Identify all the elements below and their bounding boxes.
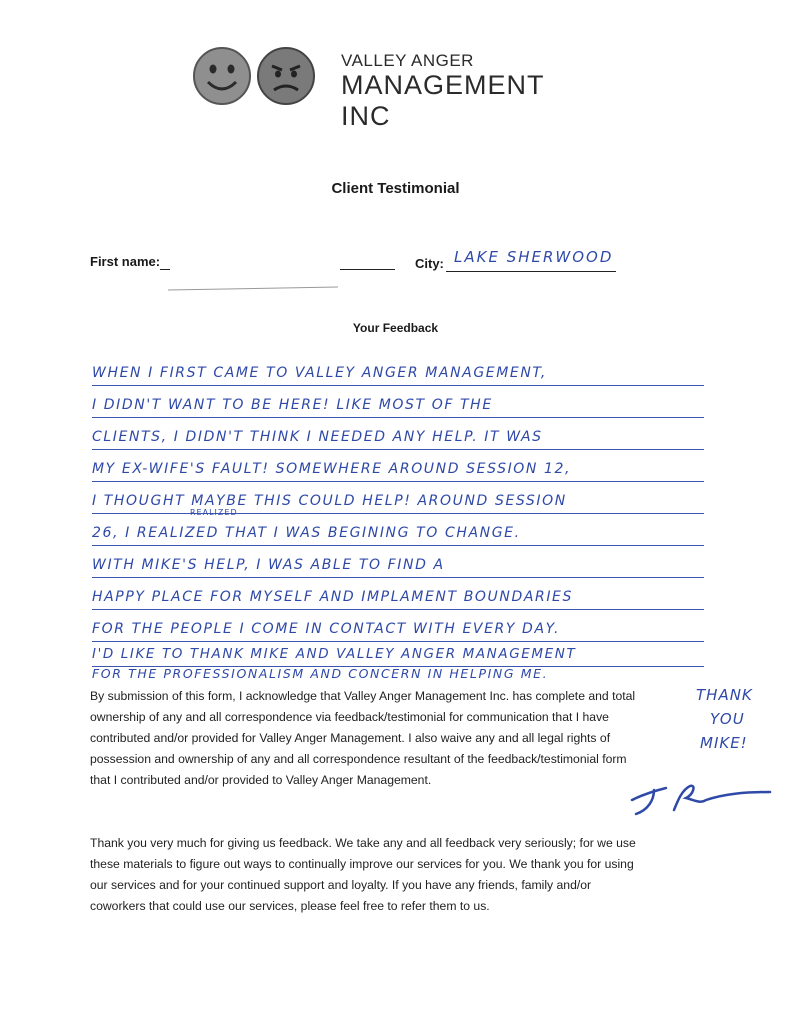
first-name-redaction-line (168, 287, 338, 291)
feedback-line-7: WITH MIKE'S HELP, I WAS ABLE TO FIND A (92, 553, 704, 578)
logo-faces (192, 42, 337, 110)
closing-line: these materials to figure out ways to continually improve our services for you. We thank you for using (90, 857, 634, 871)
closing-paragraph (90, 833, 636, 917)
legal-line: that I contributed and/or provided to Valley Anger Management. (90, 773, 432, 787)
insert-note-realized: REALIZED (190, 508, 238, 517)
legal-paragraph (90, 686, 635, 791)
angry-face-icon (258, 48, 314, 104)
logo-text-line1: VALLEY ANGER (341, 51, 474, 70)
city-label: City: (415, 256, 444, 271)
feedback-title: Your Feedback (352, 321, 439, 335)
side-note-line3: MIKE! (700, 734, 748, 752)
feedback-line-10: I'D LIKE TO THANK MIKE AND VALLEY ANGER MANAGEMENT (92, 642, 704, 667)
first-name-underline-start (160, 269, 170, 270)
closing-line: Thank you very much for giving us feedback. We take any and all feedback very seriously; for we use (90, 836, 636, 850)
feedback-line-8: HAPPY PLACE FOR MYSELF AND IMPLAMENT BOUNDARIES (92, 585, 704, 610)
feedback-line-2: I DIDN'T WANT TO BE HERE! LIKE MOST OF THE (92, 393, 704, 418)
signature-mark (624, 770, 774, 820)
legal-line: By submission of this form, I acknowledge that Valley Anger Management Inc. has complete and total (90, 689, 636, 703)
feedback-line-4: MY EX-WIFE'S FAULT! SOMEWHERE AROUND SESSION 12, (92, 457, 704, 482)
city-underline (446, 271, 616, 272)
side-note-line1: THANK (696, 686, 753, 704)
side-note (696, 682, 786, 772)
feedback-line-9: FOR THE PEOPLE I COME IN CONTACT WITH EVERY DAY. (92, 617, 704, 642)
smiley-face-icon (194, 48, 250, 104)
logo-text-line2: MANAGEMENT INC (341, 70, 545, 131)
legal-line: possession and ownership of any and all correspondence resultant of the feedback/testimonial form (90, 752, 627, 766)
closing-line: our services and for your continued support and loyalty. If you have any friends, family and/or (90, 878, 592, 892)
closing-line: coworkers that could use our services, please feel free to refer them to us. (90, 899, 490, 913)
city-value: LAKE SHERWOOD (454, 248, 614, 266)
feedback-line-3: CLIENTS, I DIDN'T THINK I NEEDED ANY HELP. IT WAS (92, 425, 704, 450)
first-name-label: First name: (90, 254, 161, 269)
feedback-line-11: FOR THE PROFESSIONALISM AND CONCERN IN HELPING ME. (92, 666, 549, 681)
first-name-underline-end (340, 269, 395, 270)
feedback-line-1: WHEN I FIRST CAME TO VALLEY ANGER MANAGEMENT, (92, 361, 704, 386)
legal-line: ownership of any and all correspondence via feedback/testimonial for communication that I have (90, 710, 609, 724)
company-logo (192, 42, 592, 131)
feedback-line-5: I THOUGHT MAYBE THIS COULD HELP! AROUND SESSION (92, 489, 704, 514)
feedback-line-6: 26, I REALIZED THAT I WAS BEGINING TO CHANGE. (92, 521, 704, 546)
form-title: Client Testimonial (331, 180, 460, 197)
legal-line: contributed and/or provided for Valley Anger Management. I also waive any and all legal rights of (90, 731, 611, 745)
side-note-line2: YOU (710, 710, 745, 728)
